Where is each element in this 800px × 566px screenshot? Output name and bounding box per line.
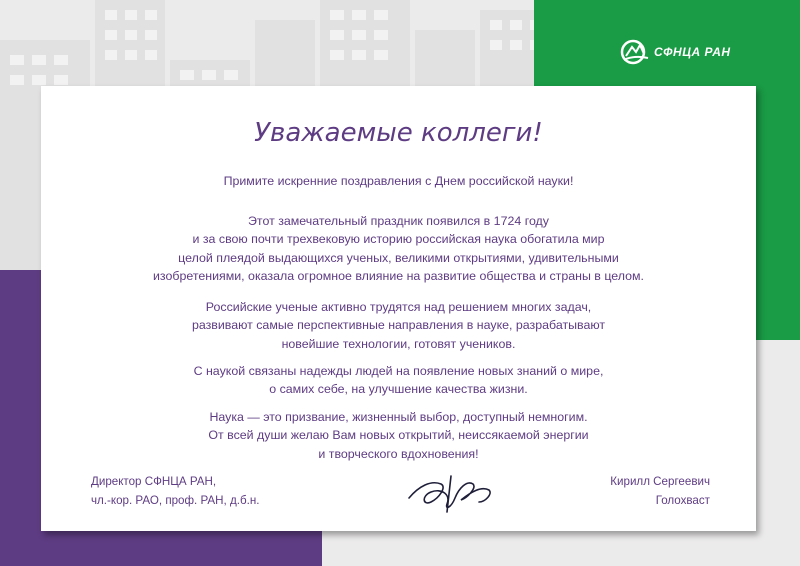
letter-heading: Уважаемые коллеги! (254, 118, 543, 148)
signer-title-line: Директор СФНЦА РАН, (91, 475, 217, 488)
letter-paragraph-4 (61, 362, 736, 399)
letter-paragraph-3 (61, 298, 736, 353)
letter-line: целой плеядой выдающихся ученых, великими открытиями, удивительными (178, 250, 619, 265)
signer-title-line: чл.-кор. РАО, проф. РАН, д.б.н. (91, 493, 260, 507)
signer-name-line: Кирилл Сергеевич (610, 475, 710, 488)
letter-paragraph-2 (61, 212, 736, 286)
letter-line: Российские ученые активно трудятся над решением многих задач, (205, 300, 592, 314)
letter-line: С наукой связаны надежды людей на появление новых знаний о мире, (193, 364, 604, 378)
letter-line: новейшие технологии, готовят учеников. (281, 336, 516, 351)
letter-line: Примите искренние поздравления с Днем российской науки! (223, 174, 574, 188)
signer-title (91, 473, 259, 510)
sfnca-emblem-icon (620, 39, 650, 65)
signer-name (610, 473, 710, 510)
letter-line: развивают самые перспективные направления в науке, разрабатывают (191, 318, 606, 333)
letter-paragraph-5 (61, 408, 736, 463)
letter-card (41, 86, 756, 531)
letter-line: От всей души желаю Вам новых открытий, неиссякаемой энергии (208, 428, 589, 443)
letter-paragraph-1 (61, 172, 736, 190)
letter-line: изобретениями, оказала огромное влияние на развитие общества и страны в целом. (153, 269, 644, 284)
letter-line: Этот замечательный праздник появился в 1724 году (248, 214, 549, 228)
letter-line: и творческого вдохновения! (318, 446, 479, 461)
logo (620, 38, 731, 66)
letter-line: Наука — это призвание, жизненный выбор, доступный немногим. (209, 410, 588, 424)
letter-line: о самих себе, на улучшение качества жизни. (269, 382, 528, 397)
logo-text: СФНЦА РАН (654, 45, 731, 59)
letter-line: и за свою почти трехвековую историю российская наука обогатила мир (192, 232, 605, 247)
handwritten-signature (401, 468, 501, 513)
signer-name-line: Голохваст (655, 493, 710, 507)
